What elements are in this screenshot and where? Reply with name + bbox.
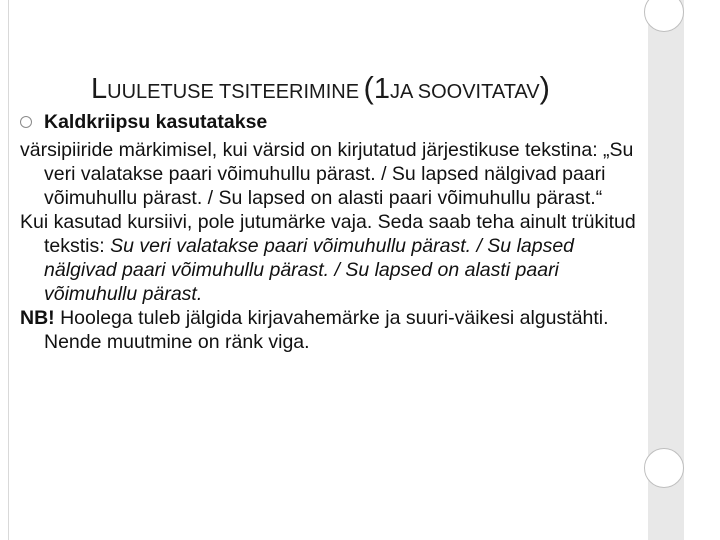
left-margin-rule: [8, 0, 9, 540]
title-number: 1: [373, 73, 390, 105]
title-qualifier: JA SOOVITATAV: [389, 81, 540, 103]
paragraph-slash-usage: värsipiiride märkimisel, kui värsid on kirjutatud järjestikuse tekstina: „Su veri valatakse paari võimuhullu pärast. / Su lapsed nälgivad paari võimuhullu pärast. / Su lapsed on alasti paari võimuhullu pärast.“: [20, 139, 634, 209]
decor-ring-bottom: [644, 448, 684, 488]
circle-bullet-icon: [20, 116, 32, 128]
italic-quote: Su veri valatakse paari võimuhullu pärast. / Su lapsed nälgivad paari võimuhullu pärast. / Su lapsed on alasti paari võimuhullu pärast.: [44, 235, 575, 305]
paragraph-italics: [20, 210, 638, 306]
bullet-item: [20, 110, 638, 134]
note-text: Hoolega tuleb jälgida kirjavahemärke ja suuri-väikesi algustähti. Nende muutmine on ränk viga.: [44, 307, 609, 353]
italics-intro: Kui kasutad kursiivi, pole jutumärke vaja. Seda saab teha ainult trükitud tekstis:: [20, 211, 636, 257]
title-main: UULETUSE TSITEERIMINE: [107, 81, 360, 103]
slide-title: [91, 72, 550, 104]
title-initial: L: [91, 73, 108, 105]
title-paren-close: ): [539, 70, 550, 105]
paragraph-note: [20, 306, 638, 354]
slide-body: [20, 110, 638, 354]
bullet-heading: Kaldkriipsu kasutatakse: [44, 111, 268, 133]
note-label: NB!: [20, 307, 55, 329]
title-paren-open: (: [363, 70, 374, 105]
